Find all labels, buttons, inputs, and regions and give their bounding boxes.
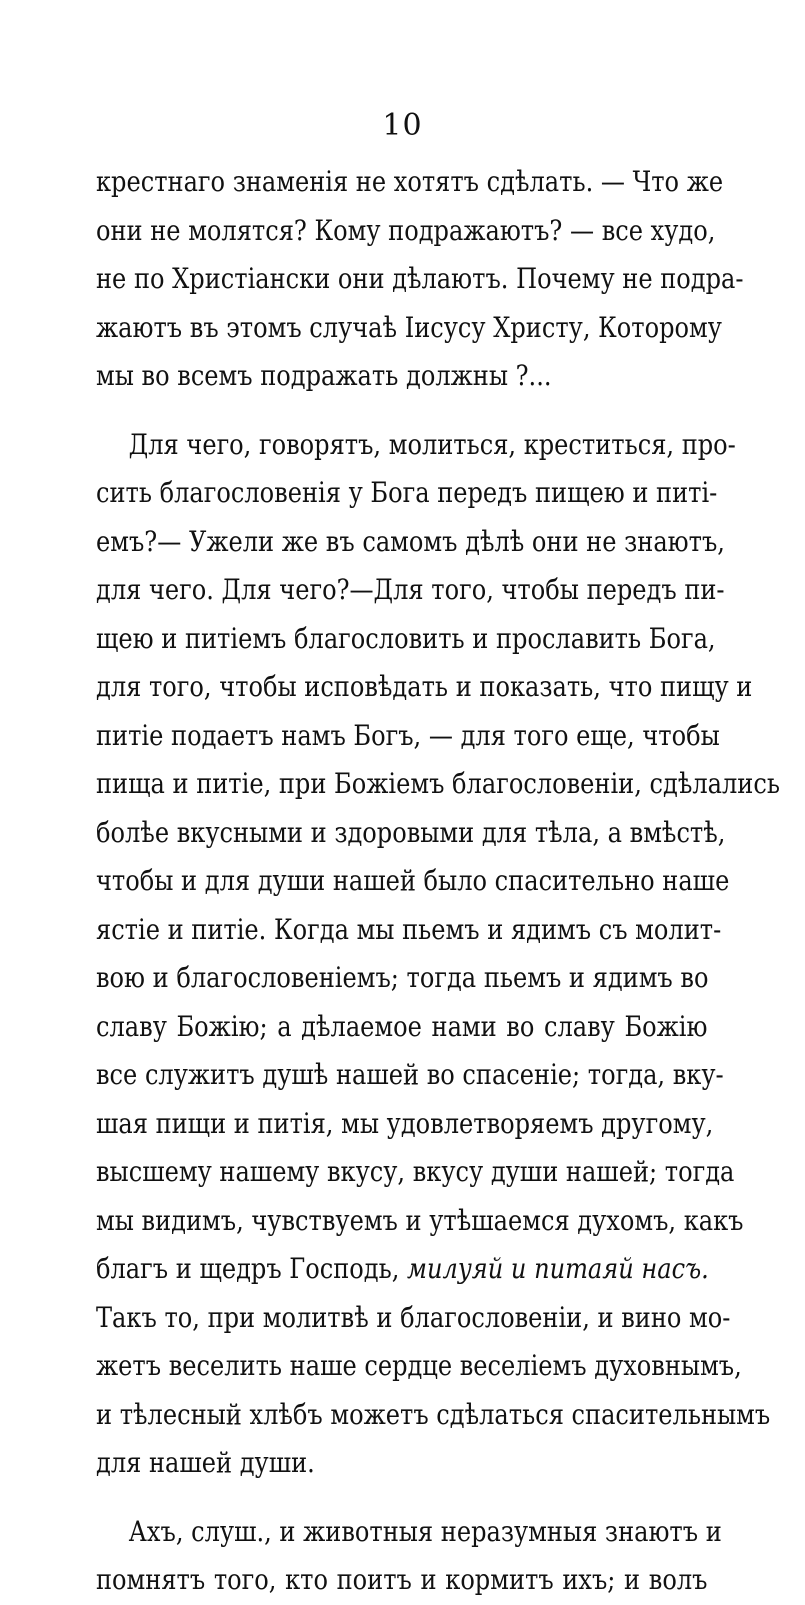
text-line: не по Христіански они дѣлаютъ. Почему не подра- [96, 262, 744, 295]
paragraph [96, 421, 780, 1488]
text-line: чтобы и для души нашей было спасительно наше [96, 864, 730, 897]
text-line: Такъ то, при молитвѣ и благословеніи, и вино мо- [96, 1300, 731, 1334]
text-line: славу Божію; а дѣлаемое нами во славу Божію [96, 1009, 708, 1043]
text-line: щею и питіемъ благословить и прославить Бога, [96, 621, 716, 655]
text-line: мы видимъ, чувствуемъ и утѣшаемся духомъ, какъ [96, 1203, 744, 1237]
text-line: Ахъ, слуш., и животныя неразумныя знаютъ и [128, 1514, 722, 1548]
text-line: пища и питіе, при Божіемъ благословеніи, сдѣлались [96, 767, 780, 800]
text-line: болѣе вкусными и здоровыми для тѣла, а вмѣстѣ, [96, 815, 726, 849]
italic-quote: милуяй и питаяй насъ. [407, 1252, 709, 1285]
text-line: питіе подаетъ намъ Богъ, — для того еще, чтобы [96, 718, 720, 752]
text-line: для чего. Для чего?—Для того, чтобы передъ пи- [96, 573, 725, 606]
text-line: и тѣлесный хлѣбъ можетъ сдѣлаться спасительнымъ [96, 1397, 771, 1431]
text-line: шая пищи и питія, мы удовлетворяемъ другому, [96, 1106, 714, 1140]
text-line: высшему нашему вкусу, вкусу души нашей; тогда [96, 1155, 735, 1188]
text-line: крестнаго знаменія не хотятъ сдѣлать. — Что же [96, 165, 724, 198]
text-line: ястіе и питіе. Когда мы пьемъ и ядимъ съ молит- [96, 912, 722, 946]
text-line-with-italic [96, 1245, 707, 1294]
text-line: все служитъ душѣ нашей во спасеніе; тогда, вку- [96, 1058, 724, 1091]
body-text [96, 158, 780, 1605]
paragraph [96, 158, 744, 401]
text-line: жетъ веселить наше сердце веселіемъ духовнымъ, [96, 1349, 742, 1382]
text-line: сить благословенія у Бога передъ пищею и питі- [96, 476, 718, 509]
text-line: вою и благословеніемъ; тогда пьемъ и ядимъ во [96, 961, 709, 994]
paragraph [96, 1508, 722, 1605]
text-line: помнятъ того, кто поитъ и кормитъ ихъ; и волъ [96, 1563, 708, 1596]
text-line: Для чего, говорятъ, молиться, креститься, про- [128, 427, 736, 461]
text-line: для нашей души. [96, 1446, 315, 1479]
text-line: жаютъ въ этомъ случаѣ Іисусу Христу, Которому [96, 310, 722, 344]
text-line: мы во всемъ подражать должны ?... [96, 359, 552, 392]
text-line: для того, чтобы исповѣдать и показать, что пищу и [96, 670, 753, 703]
page-number: 10 [382, 108, 423, 143]
text-line: они не молятся? Кому подражаютъ? — все худо, [96, 213, 716, 247]
text-run: благъ и щедръ Господь, [96, 1252, 400, 1285]
text-line: емъ?— Ужели же въ самомъ дѣлѣ они не знаютъ, [96, 524, 725, 558]
